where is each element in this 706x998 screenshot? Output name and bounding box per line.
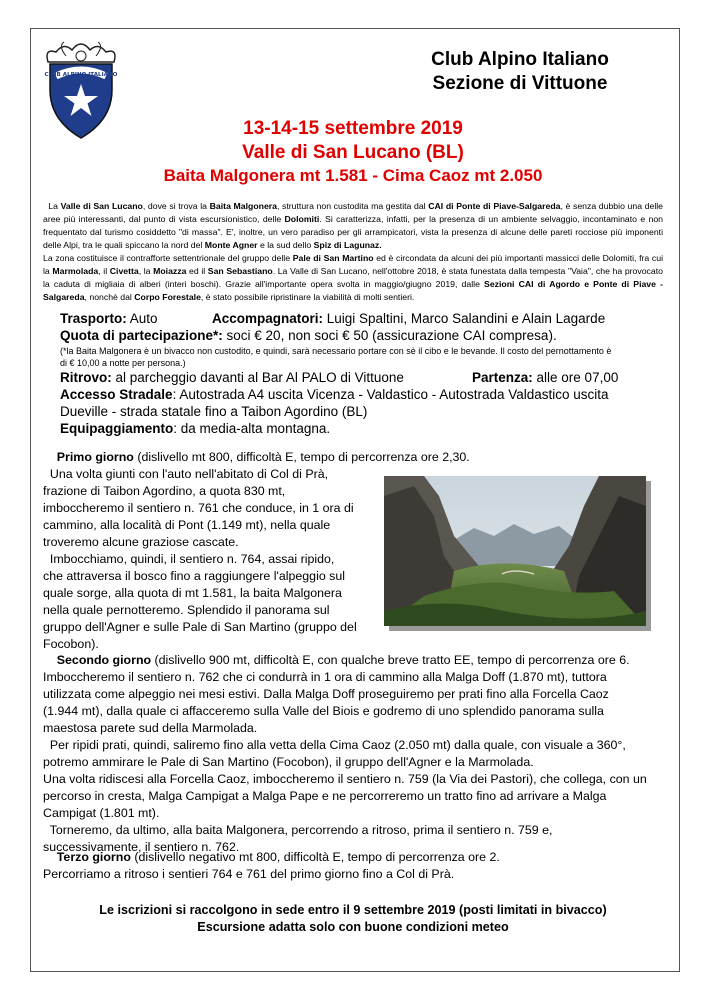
text-line: Torneremo, da ultimo, alla baita Malgonera, percorrendo a ritroso, prima il sentiero n. 759 e, <box>43 823 553 837</box>
text-line: Imbocchiamo, quindi, il sentiero n. 764, assai ripido, <box>43 552 335 566</box>
quota-label: Quota di partecipazione*: <box>60 328 223 343</box>
event-dates: 13-14-15 settembre 2019 <box>243 118 463 139</box>
text-line: Imboccheremo il sentiero n. 762 che ci condurrà in 1 ora di cammino alla Malga Doff (1.870 mt), tuttora <box>43 670 607 684</box>
accesso-value-1: : Autostrada A4 uscita Vicenza - Valdastico - Autostrada Valdastico uscita <box>172 387 609 402</box>
day3-heading: Terzo giorno (dislivello negativo mt 800, difficoltà E, tempo di percorrenza ore 2. <box>56 850 500 864</box>
intro-paragraph-2: La zona costituisce il contrafforte settentrionale del gruppo delle Pale di San Martino ed è circondata da alcuni dei più importanti massicci delle Dolomiti, fra cui la Marmolada, il Civetta, la Moiazza ed il San Sebastiano. La Valle di San Lucano, nell'ottobre 2018, è stata funestata dalla tempesta "Vaia", che ha provocato la caduta di migliaia di alberi (interi boschi). Grazie all'importante opera svolta in maggio/giugno 2019, dalle Sezioni CAI di Agordo e Ponte di Piave - Salgareda, nonchè dal Corpo Forestale, è stato possibile ripristinare la viabilità di molti sentieri. <box>43 253 663 302</box>
accesso-value-2: Dueville - strada statale fino a Taibon Agordino (BL) <box>60 404 368 419</box>
intro-text <box>43 200 663 304</box>
text-line: nella quale pernotteremo. Splendido il panorama sul <box>43 603 330 617</box>
accesso-label: Accesso Stradale <box>60 387 173 402</box>
info-transport-row <box>60 310 660 327</box>
club-line-1: Club Alpino Italiano <box>431 49 609 70</box>
text-line: troveremo alcune graziose cascate. <box>43 535 239 549</box>
partenza-value: alle ore 07,00 <box>532 370 619 385</box>
equip-label: Equipaggiamento <box>60 421 174 436</box>
info-ritrovo-row <box>60 369 660 386</box>
trasporto-value: Auto <box>126 311 158 326</box>
text-line: cammino, alla località di Pont (1.149 mt), nella quale <box>43 518 331 532</box>
partenza-label: Partenza: <box>472 370 533 385</box>
intro-paragraph-1: La Valle di San Lucano, dove si trova la Baita Malgonera, struttura non custodita ma gestita dal CAI di Ponte di Piave-Salgareda, è senza dubbio una delle aree più interessanti, dal punto di vista escursionistico, delle Dolomiti. Si caratterizza, infatti, per la presenza di un ambiente selvaggio, incontaminato e non frequentato dal turismo cosiddetto "di massa". E', inoltre, un vero paradiso per gli arrampicatori, vista la presenza di alcune delle pareti rocciose più imponenti delle Alpi, tra le quali spiccano la nord del Monte Agner e la sud dello Spiz di Lagunaz. <box>43 201 664 250</box>
day1-text <box>43 466 383 653</box>
day1-heading: Primo giorno (dislivello mt 800, difficoltà E, tempo di percorrenza ore 2,30. <box>56 450 470 464</box>
text-line: maestosa parete sud della Marmolada. <box>43 721 258 735</box>
text-line: gruppo dell'Agner e sulle Pale di San Martino (gruppo del <box>43 620 357 634</box>
club-name <box>360 48 680 96</box>
text-line: percorso in cresta, Malga Campigat a Malga Pape e ne percorreremo un tratto fino ad arrivare a Malga <box>43 789 607 803</box>
ritrovo-value: al parcheggio davanti al Bar Al PALO di Vittuone <box>111 370 404 385</box>
trasporto-label: Trasporto: <box>60 311 127 326</box>
event-valley: Valle di San Lucano (BL) <box>242 142 464 163</box>
info-equip-row <box>60 420 660 437</box>
quota-note: (*la Baita Malgonera è un bivacco non custodito, e quindi, sarà necessario portare con sè il cibo e le bevande. Il costo del pernottamento è di € 10,00 a notte per persona.) <box>60 346 612 368</box>
info-accesso-row <box>60 386 660 420</box>
footer-registration: Le iscrizioni si raccolgono in sede entro il 9 settembre 2019 (posti limitati in bivacco) <box>99 903 607 917</box>
text-line: Campigat (1.801 mt). <box>43 806 160 820</box>
info-quota-row <box>60 327 660 344</box>
text-line: che attraversa il bosco fino a raggiungere l'alpeggio sul <box>43 569 345 583</box>
mountain-valley-photo <box>384 476 646 626</box>
text-line: quale sorge, alla quota di mt 1.581, la baita Malgonera <box>43 586 342 600</box>
quota-value: soci € 20, non soci € 50 (assicurazione CAI compresa). <box>222 328 557 343</box>
text-line: imboccheremo il sentiero n. 761 che conduce, in 1 ora di <box>43 501 354 515</box>
text-line: utilizzata come alpeggio nei mesi estivi. Dalla Malga Doff proseguiremo per prati fino alla Forcella Caoz <box>43 687 609 701</box>
accompagnatori-value: Luigi Spaltini, Marco Salandini e Alain Lagarde <box>323 311 606 326</box>
footer-weather-note: Escursione adatta solo con buone condizioni meteo <box>197 920 509 934</box>
club-line-2: Sezione di Vittuone <box>432 73 608 94</box>
text-line: (1.944 mt), dalla quale ci affacceremo sulla Valle del Biois e godremo di uno splendido panorama sulla <box>43 704 604 718</box>
logo-text: CLUB ALPINO ITALIANO <box>44 72 118 78</box>
text-line: Focobon). <box>43 637 99 651</box>
text-line: Una volta giunti con l'auto nell'abitato di Col di Prà, <box>43 467 329 481</box>
day3-text: Percorriamo a ritroso i sentieri 764 e 761 del primo giorno fino a Col di Prà. <box>43 867 455 881</box>
ritrovo-label: Ritrovo: <box>60 370 112 385</box>
day2-text <box>43 669 673 856</box>
text-line: potremo ammirare le Pale di San Martino (Focobon), il gruppo dell'Agner e la Marmolada. <box>43 755 534 769</box>
day2-heading: Secondo giorno (dislivello 900 mt, difficoltà E, con qualche breve tratto EE, tempo di percorrenza ore 6. <box>56 653 630 667</box>
text-line: successivamente, il sentiero n. 762. <box>43 840 240 854</box>
text-line: frazione di Taibon Agordino, a quota 830 mt, <box>43 484 286 498</box>
text-line: Per ripidi prati, quindi, saliremo fino alla vetta della Cima Caoz (2.050 mt) dalla quale, con visuale a 360°, <box>43 738 626 752</box>
equip-value: : da media-alta montagna. <box>173 421 331 436</box>
event-peaks: Baita Malgonera mt 1.581 - Cima Caoz mt 2.050 <box>163 166 543 185</box>
accompagnatori-label: Accompagnatori: <box>212 311 324 326</box>
text-line: Una volta ridiscesi alla Forcella Caoz, imboccheremo il sentiero n. 759 (la Via dei Pastori), che collega, con un <box>43 772 647 786</box>
